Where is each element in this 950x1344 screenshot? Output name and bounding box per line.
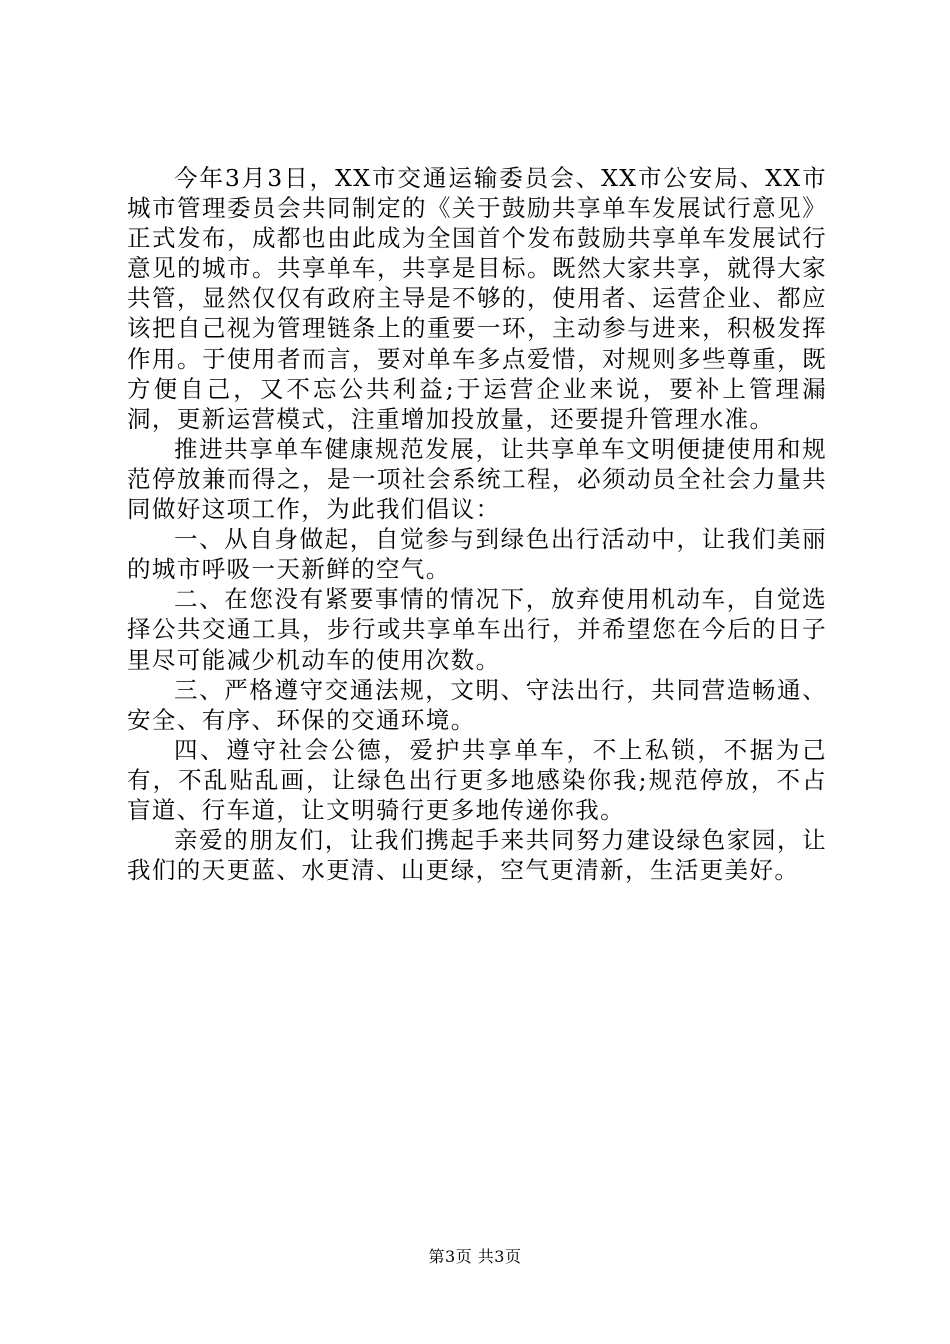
- page-number-label: 第3页 共3页: [428, 1247, 522, 1266]
- paragraph-intro: 今年3月3日，XX市交通运输委员会、XX市公安局、XX市城市管理委员会共同制定的《关于鼓励共享单车发展试行意见》正式发布，成都也由此成为全国首个发布鼓励共享单车发展试行意见的城市。共享单车，共享是目标。既然大家共享，就得大家共管，显然仅仅有政府主导是不够的，使用者、运营企业、都应该把自己视为管理链条上的重要一环，主动参与进来，积极发挥作用。于使用者而言，要对单车多点爱惜，对规则多些尊重，既方便自己，又不忘公共利益;于运营企业来说，要补上管理漏洞，更新运营模式，注重增加投放量，还要提升管理水准。: [127, 164, 827, 433]
- page-footer: [0, 1246, 950, 1268]
- paragraph-item-4: 四、遵守社会公德，爱护共享单车，不上私锁，不据为己有，不乱贴乱画，让绿色出行更多地感染你我;规范停放，不占盲道、行车道，让文明骑行更多地传递你我。: [127, 735, 827, 824]
- document-body: [127, 163, 827, 885]
- paragraph-item-3: 三、严格遵守交通法规，文明、守法出行，共同营造畅通、安全、有序、环保的交通环境。: [127, 675, 827, 734]
- paragraph-initiative: 推进共享单车健康规范发展，让共享单车文明便捷使用和规范停放兼而得之，是一项社会系统工程，必须动员全社会力量共同做好这项工作，为此我们倡议：: [127, 434, 827, 524]
- paragraph-closing: 亲爱的朋友们，让我们携起手来共同努力建设绿色家园，让我们的天更蓝、水更清、山更绿，空气更清新，生活更美好。: [127, 826, 827, 885]
- paragraph-item-2: 二、在您没有紧要事情的情况下，放弃使用机动车，自觉选择公共交通工具，步行或共享单车出行，并希望您在今后的日子里尽可能减少机动车的使用次数。: [127, 585, 827, 674]
- paragraph-item-1: 一、从自身做起，自觉参与到绿色出行活动中，让我们美丽的城市呼吸一天新鲜的空气。: [127, 525, 827, 584]
